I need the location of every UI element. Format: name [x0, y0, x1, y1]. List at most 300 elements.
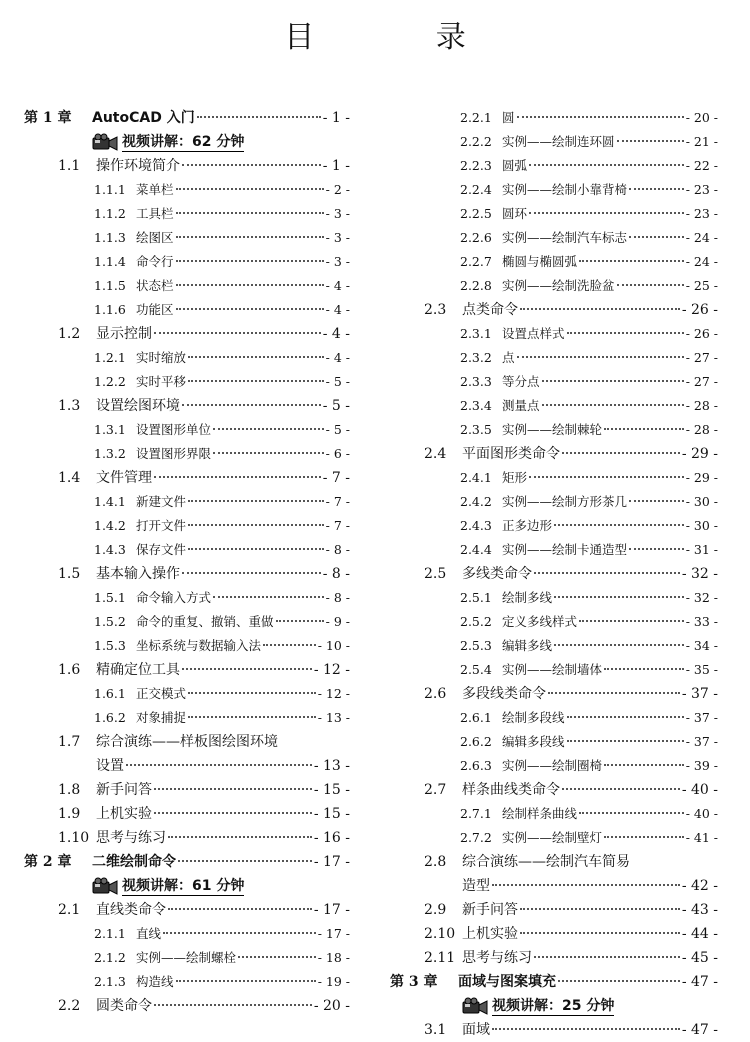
toc-subsection-entry[interactable]	[390, 178, 718, 202]
toc-entry-number: 1.3	[58, 398, 81, 414]
dot-leader	[182, 164, 321, 166]
toc-entry-title: 正交模式	[136, 686, 187, 701]
toc-page-number: - 4 -	[325, 350, 350, 365]
toc-entry-title: 椭圆与椭圆弧	[502, 254, 578, 269]
toc-subsection-entry[interactable]	[390, 826, 718, 850]
toc-entry-number: 2.2.3	[460, 158, 492, 173]
toc-entry-number: 1.8	[58, 782, 81, 798]
dot-leader	[126, 764, 312, 766]
toc-page-number: - 39 -	[685, 758, 718, 773]
toc-entry-title: 绘图区	[136, 230, 174, 245]
toc-page-number: - 30 -	[685, 494, 718, 509]
toc-section-entry[interactable]	[390, 778, 718, 802]
toc-entry-number: 第 1 章	[24, 110, 72, 126]
toc-page-number: - 32 -	[681, 566, 718, 582]
video-camera-icon	[462, 997, 488, 1015]
toc-subsection-entry[interactable]	[24, 682, 350, 706]
toc-section-entry[interactable]	[390, 922, 718, 946]
toc-page-number: - 8 -	[325, 542, 350, 557]
dot-leader	[554, 644, 684, 646]
toc-entry-number: 2.3.2	[460, 350, 492, 365]
toc-page-number: - 43 -	[681, 902, 718, 918]
toc-entry-title: 实例——绘制洗脸盆	[502, 278, 615, 293]
dot-leader	[548, 692, 680, 694]
toc-subsection-entry[interactable]	[390, 418, 718, 442]
toc-section-entry[interactable]	[24, 394, 350, 418]
dot-leader	[188, 524, 324, 526]
dot-leader	[176, 308, 324, 310]
toc-page-number: - 17 -	[313, 902, 350, 918]
toc-section-entry[interactable]	[24, 778, 350, 802]
toc-subsection-entry[interactable]	[390, 322, 718, 346]
dot-leader	[176, 188, 324, 190]
toc-page-number: - 23 -	[685, 206, 718, 221]
toc-page-number: - 5 -	[325, 422, 350, 437]
toc-subsection-entry[interactable]	[390, 106, 718, 130]
dot-leader	[492, 1028, 680, 1030]
toc-entry-number: 2.6.3	[460, 758, 492, 773]
toc-subsection-entry[interactable]	[390, 346, 718, 370]
toc-page-number: - 29 -	[681, 446, 718, 462]
toc-entry-number: 1.2	[58, 326, 81, 342]
toc-page-number: - 27 -	[685, 374, 718, 389]
toc-subsection-entry[interactable]	[390, 706, 718, 730]
dot-leader	[562, 452, 680, 454]
toc-page-number: - 34 -	[685, 638, 718, 653]
toc-section-entry[interactable]	[24, 754, 350, 778]
dot-leader	[542, 404, 684, 406]
dot-leader	[182, 404, 321, 406]
toc-page-number: - 1 -	[322, 158, 350, 174]
toc-page-number: - 15 -	[313, 782, 350, 798]
toc-entry-title: 打开文件	[136, 518, 187, 533]
dot-leader	[188, 692, 316, 694]
toc-entry-number: 2.2.4	[460, 182, 492, 197]
dot-leader	[238, 956, 316, 958]
toc-page-number: - 28 -	[685, 422, 718, 437]
toc-subsection-entry[interactable]	[24, 370, 350, 394]
dot-leader	[617, 284, 684, 286]
toc-page-number: - 42 -	[681, 878, 718, 894]
dot-leader	[579, 260, 684, 262]
toc-entry-number: 2.2.5	[460, 206, 492, 221]
toc-page-number: - 7 -	[325, 518, 350, 533]
toc-chapter-entry[interactable]	[390, 970, 718, 994]
toc-entry-number: 1.4.3	[94, 542, 126, 557]
toc-subsection-entry[interactable]	[24, 346, 350, 370]
toc-entry-number: 2.2.2	[460, 134, 492, 149]
toc-page-number: - 44 -	[681, 926, 718, 942]
toc-page-number: - 23 -	[685, 182, 718, 197]
toc-page-number: - 5 -	[322, 398, 350, 414]
toc-page-number: - 20 -	[313, 998, 350, 1014]
toc-entry-title: 设置绘图环境	[96, 398, 180, 414]
toc-entry-title: 圆环	[502, 206, 528, 221]
toc-page-number: - 33 -	[685, 614, 718, 629]
toc-subsection-entry[interactable]	[390, 130, 718, 154]
toc-entry-title: 显示控制	[96, 326, 152, 342]
toc-column-left	[24, 106, 350, 1018]
toc-section-entry[interactable]	[390, 898, 718, 922]
toc-section-entry[interactable]	[24, 466, 350, 490]
toc-entry-title: AutoCAD 入门	[92, 110, 195, 126]
toc-section-entry[interactable]	[24, 658, 350, 682]
dot-leader	[542, 380, 684, 382]
toc-entry-number: 1.1.3	[94, 230, 126, 245]
toc-subsection-entry[interactable]	[24, 226, 350, 250]
dot-leader	[629, 236, 684, 238]
toc-entry-title: 面域与图案填充	[458, 974, 556, 990]
toc-page-number: - 45 -	[681, 950, 718, 966]
dot-leader	[154, 812, 312, 814]
dot-leader	[182, 572, 321, 574]
dot-leader	[534, 956, 680, 958]
toc-entry-title: 实例——绘制卡通造型	[502, 542, 628, 557]
dot-leader	[520, 308, 680, 310]
toc-section-entry[interactable]	[24, 802, 350, 826]
toc-subsection-entry[interactable]	[390, 634, 718, 658]
dot-leader	[558, 980, 680, 982]
toc-subsection-entry[interactable]	[390, 154, 718, 178]
toc-section-entry[interactable]	[390, 682, 718, 706]
toc-page-number: - 47 -	[681, 1022, 718, 1038]
toc-subsection-entry[interactable]	[24, 274, 350, 298]
toc-page-number: - 4 -	[322, 326, 350, 342]
toc-entry-number: 第 3 章	[390, 974, 438, 990]
dot-leader	[617, 140, 684, 142]
toc-entry-title: 直线	[136, 926, 162, 941]
toc-page-number: - 8 -	[325, 590, 350, 605]
toc-subsection-entry[interactable]	[24, 586, 350, 610]
toc-entry-title: 功能区	[136, 302, 174, 317]
toc-entry-number: 2.3	[424, 302, 447, 318]
toc-entry-title: 思考与练习	[462, 950, 532, 966]
video-lecture-text: 视频讲解：62 分钟	[122, 133, 245, 150]
toc-entry-title: 命令输入方式	[136, 590, 212, 605]
toc-entry-title: 平面图形类命令	[462, 446, 560, 462]
toc-page-number: - 22 -	[685, 158, 718, 173]
dot-leader	[188, 500, 324, 502]
dot-leader	[492, 884, 680, 886]
toc-entry-title: 命令的重复、撤销、重做	[136, 614, 274, 629]
toc-page-number: - 20 -	[685, 110, 718, 125]
toc-subsection-entry[interactable]	[390, 802, 718, 826]
toc-subsection-entry[interactable]	[390, 730, 718, 754]
toc-entry-number: 1.3.1	[94, 422, 126, 437]
toc-entry-title: 实例——绘制连环圆	[502, 134, 615, 149]
dot-leader	[188, 548, 324, 550]
toc-entry-number: 2.6.1	[460, 710, 492, 725]
dot-leader	[604, 428, 684, 430]
toc-entry-title: 操作环境简介	[96, 158, 180, 174]
toc-subsection-entry[interactable]	[24, 418, 350, 442]
toc-section-entry[interactable]	[390, 298, 718, 322]
toc-page-number: - 29 -	[685, 470, 718, 485]
toc-entry-number: 2.8	[424, 854, 447, 870]
dot-leader	[554, 524, 684, 526]
toc-entry-title: 圆弧	[502, 158, 528, 173]
toc-subsection-entry[interactable]	[390, 538, 718, 562]
dot-leader	[182, 668, 312, 670]
toc-entry-number: 2.1.1	[94, 926, 126, 941]
toc-page-number: - 3 -	[325, 254, 350, 269]
dot-leader	[554, 596, 684, 598]
toc-entry-title: 圆	[502, 110, 515, 125]
toc-page-number: - 40 -	[685, 806, 718, 821]
dot-leader	[629, 548, 684, 550]
toc-subsection-entry[interactable]	[24, 634, 350, 658]
toc-entry-title: 综合演练——绘制汽车简易	[462, 854, 630, 870]
toc-section-entry[interactable]	[24, 322, 350, 346]
toc-entry-title: 圆类命令	[96, 998, 152, 1014]
dot-leader	[604, 836, 684, 838]
toc-page-number: - 26 -	[681, 302, 718, 318]
dot-leader	[168, 908, 312, 910]
toc-section-entry[interactable]	[390, 850, 718, 874]
toc-page-number: - 37 -	[681, 686, 718, 702]
toc-subsection-entry[interactable]	[24, 610, 350, 634]
toc-page-number: - 37 -	[685, 734, 718, 749]
toc-subsection-entry[interactable]	[390, 394, 718, 418]
toc-section-entry[interactable]	[24, 562, 350, 586]
toc-entry-title: 实时缩放	[136, 350, 187, 365]
toc-page-number: - 17 -	[313, 854, 350, 870]
toc-entry-number: 1.1.4	[94, 254, 126, 269]
dot-leader	[154, 332, 321, 334]
toc-page-number: - 27 -	[685, 350, 718, 365]
toc-page-number: - 12 -	[317, 686, 350, 701]
toc-entry-number: 2.5.4	[460, 662, 492, 677]
toc-page-number: - 3 -	[325, 230, 350, 245]
toc-page-number: - 40 -	[681, 782, 718, 798]
toc-entry-number: 2.2.7	[460, 254, 492, 269]
toc-section-entry[interactable]	[390, 442, 718, 466]
toc-entry-number: 2.2.6	[460, 230, 492, 245]
dot-leader	[604, 668, 684, 670]
toc-entry-title: 文件管理	[96, 470, 152, 486]
dot-leader	[579, 620, 684, 622]
toc-page-number: - 24 -	[685, 230, 718, 245]
toc-page-number: - 10 -	[317, 638, 350, 653]
toc-entry-number: 1.5.1	[94, 590, 126, 605]
toc-subsection-entry[interactable]	[390, 226, 718, 250]
toc-entry-title: 实例——绘制棘轮	[502, 422, 603, 437]
toc-page-number: - 5 -	[325, 374, 350, 389]
dot-leader	[188, 356, 324, 358]
toc-entry-title: 设置	[96, 758, 124, 774]
toc-entry-number: 2.10	[424, 926, 456, 942]
dot-leader	[176, 236, 324, 238]
toc-entry-title: 定义多线样式	[502, 614, 578, 629]
toc-entry-title: 保存文件	[136, 542, 187, 557]
toc-subsection-entry[interactable]	[390, 490, 718, 514]
page-title: 目 录	[284, 20, 522, 55]
toc-entry-number: 2.3.1	[460, 326, 492, 341]
toc-entry-number: 2.5.2	[460, 614, 492, 629]
dot-leader	[213, 428, 324, 430]
video-lecture-note	[24, 874, 350, 898]
toc-entry-title: 状态栏	[136, 278, 174, 293]
toc-subsection-entry[interactable]	[24, 514, 350, 538]
toc-entry-title: 造型	[462, 878, 490, 894]
toc-entry-number: 2.4.3	[460, 518, 492, 533]
toc-subsection-entry[interactable]	[390, 202, 718, 226]
toc-entry-title: 矩形	[502, 470, 528, 485]
toc-section-entry[interactable]	[390, 946, 718, 970]
dot-leader	[529, 476, 684, 478]
toc-entry-number: 2.7.1	[460, 806, 492, 821]
dot-leader	[154, 1004, 312, 1006]
dot-leader	[163, 932, 316, 934]
toc-entry-number: 2.7	[424, 782, 447, 798]
toc-entry-number: 2.9	[424, 902, 447, 918]
toc-entry-number: 1.6.1	[94, 686, 126, 701]
toc-section-entry[interactable]	[24, 994, 350, 1018]
dot-leader	[176, 212, 324, 214]
toc-subsection-entry[interactable]	[390, 658, 718, 682]
toc-subsection-entry[interactable]	[390, 274, 718, 298]
toc-section-entry[interactable]	[390, 874, 718, 898]
toc-column-right	[390, 106, 718, 1042]
toc-entry-number: 2.4.2	[460, 494, 492, 509]
toc-entry-title: 直线类命令	[96, 902, 166, 918]
toc-subsection-entry[interactable]	[24, 298, 350, 322]
toc-chapter-entry[interactable]	[24, 106, 350, 130]
toc-entry-number: 1.4	[58, 470, 81, 486]
toc-page-number: - 6 -	[325, 446, 350, 461]
toc-entry-title: 实时平移	[136, 374, 187, 389]
dot-leader	[562, 788, 680, 790]
toc-subsection-entry[interactable]	[390, 370, 718, 394]
video-lecture-note	[24, 130, 350, 154]
video-camera-icon	[92, 133, 118, 151]
toc-page-number: - 41 -	[685, 830, 718, 845]
toc-entry-number: 2.11	[424, 950, 456, 966]
toc-section-entry[interactable]	[24, 826, 350, 850]
video-lecture-note	[390, 994, 718, 1018]
toc-entry-number: 2.4.4	[460, 542, 492, 557]
toc-section-entry[interactable]	[390, 1018, 718, 1042]
toc-subsection-entry[interactable]	[390, 466, 718, 490]
dot-leader	[176, 284, 324, 286]
toc-entry-number: 1.7	[58, 734, 81, 750]
toc-page-number: - 30 -	[685, 518, 718, 533]
toc-entry-title: 二维绘制命令	[92, 854, 176, 870]
toc-page-number: - 31 -	[685, 542, 718, 557]
dot-leader	[534, 572, 680, 574]
toc-page-number: - 13 -	[313, 758, 350, 774]
toc-entry-title: 实例——绘制方形茶几	[502, 494, 628, 509]
dot-leader	[176, 260, 324, 262]
toc-entry-number: 1.1.2	[94, 206, 126, 221]
toc-entry-number: 1.1.6	[94, 302, 126, 317]
toc-subsection-entry[interactable]	[24, 538, 350, 562]
toc-entry-title: 实例——绘制螺栓	[136, 950, 237, 965]
toc-subsection-entry[interactable]	[390, 250, 718, 274]
toc-subsection-entry[interactable]	[24, 250, 350, 274]
toc-entry-title: 多段线类命令	[462, 686, 546, 702]
video-lecture-text: 视频讲解：61 分钟	[122, 877, 245, 894]
dot-leader	[178, 860, 312, 862]
dot-leader	[567, 332, 684, 334]
dot-leader	[629, 188, 684, 190]
dot-leader	[276, 620, 324, 622]
toc-subsection-entry[interactable]	[24, 946, 350, 970]
toc-subsection-entry[interactable]	[24, 922, 350, 946]
toc-section-entry[interactable]	[24, 154, 350, 178]
toc-entry-title: 编辑多线	[502, 638, 553, 653]
toc-entry-number: 2.4.1	[460, 470, 492, 485]
toc-page-number: - 47 -	[681, 974, 718, 990]
toc-page-number: - 16 -	[313, 830, 350, 846]
toc-page-number: - 28 -	[685, 398, 718, 413]
toc-entry-number: 1.5.2	[94, 614, 126, 629]
toc-section-entry[interactable]	[24, 898, 350, 922]
dot-leader	[520, 908, 680, 910]
toc-page-number: - 24 -	[685, 254, 718, 269]
toc-subsection-entry[interactable]	[24, 706, 350, 730]
toc-entry-title: 绘制多段线	[502, 710, 565, 725]
toc-page-number: - 25 -	[685, 278, 718, 293]
toc-chapter-entry[interactable]	[24, 850, 350, 874]
toc-page-number: - 21 -	[685, 134, 718, 149]
toc-entry-title: 工具栏	[136, 206, 174, 221]
toc-page-number: - 17 -	[317, 926, 350, 941]
toc-entry-title: 菜单栏	[136, 182, 174, 197]
toc-entry-title: 设置图形界限	[136, 446, 212, 461]
dot-leader	[517, 116, 684, 118]
toc-entry-number: 1.5	[58, 566, 81, 582]
toc-subsection-entry[interactable]	[24, 442, 350, 466]
toc-page-number: - 1 -	[322, 110, 350, 126]
toc-entry-title: 坐标系统与数据输入法	[136, 638, 262, 653]
toc-page-number: - 12 -	[313, 662, 350, 678]
toc-entry-number: 1.1.1	[94, 182, 126, 197]
toc-subsection-entry[interactable]	[24, 490, 350, 514]
toc-page-number: - 7 -	[325, 494, 350, 509]
toc-page-number: - 2 -	[325, 182, 350, 197]
toc-page-number: - 13 -	[317, 710, 350, 725]
dot-leader	[188, 380, 324, 382]
toc-entry-number: 第 2 章	[24, 854, 72, 870]
toc-entry-title: 对象捕捉	[136, 710, 187, 725]
toc-subsection-entry[interactable]	[24, 178, 350, 202]
toc-section-entry[interactable]	[24, 730, 350, 754]
toc-entry-number: 2.5.3	[460, 638, 492, 653]
toc-entry-number: 1.6	[58, 662, 81, 678]
toc-entry-title: 实例——绘制汽车标志	[502, 230, 628, 245]
toc-subsection-entry[interactable]	[390, 610, 718, 634]
toc-entry-number: 2.7.2	[460, 830, 492, 845]
toc-entry-title: 精确定位工具	[96, 662, 180, 678]
toc-entry-title: 综合演练——样板图绘图环境	[96, 734, 278, 750]
toc-entry-number: 2.2	[58, 998, 81, 1014]
toc-subsection-entry[interactable]	[24, 970, 350, 994]
toc-subsection-entry[interactable]	[390, 514, 718, 538]
toc-subsection-entry[interactable]	[390, 754, 718, 778]
toc-subsection-entry[interactable]	[24, 202, 350, 226]
toc-page-number: - 19 -	[317, 974, 350, 989]
toc-entry-number: 2.4	[424, 446, 447, 462]
toc-subsection-entry[interactable]	[390, 586, 718, 610]
toc-entry-title: 实例——绘制墙体	[502, 662, 603, 677]
toc-entry-number: 2.2.8	[460, 278, 492, 293]
toc-page-number: - 8 -	[322, 566, 350, 582]
toc-section-entry[interactable]	[390, 562, 718, 586]
dot-leader	[520, 932, 680, 934]
dot-leader	[579, 812, 684, 814]
toc-entry-number: 2.6	[424, 686, 447, 702]
